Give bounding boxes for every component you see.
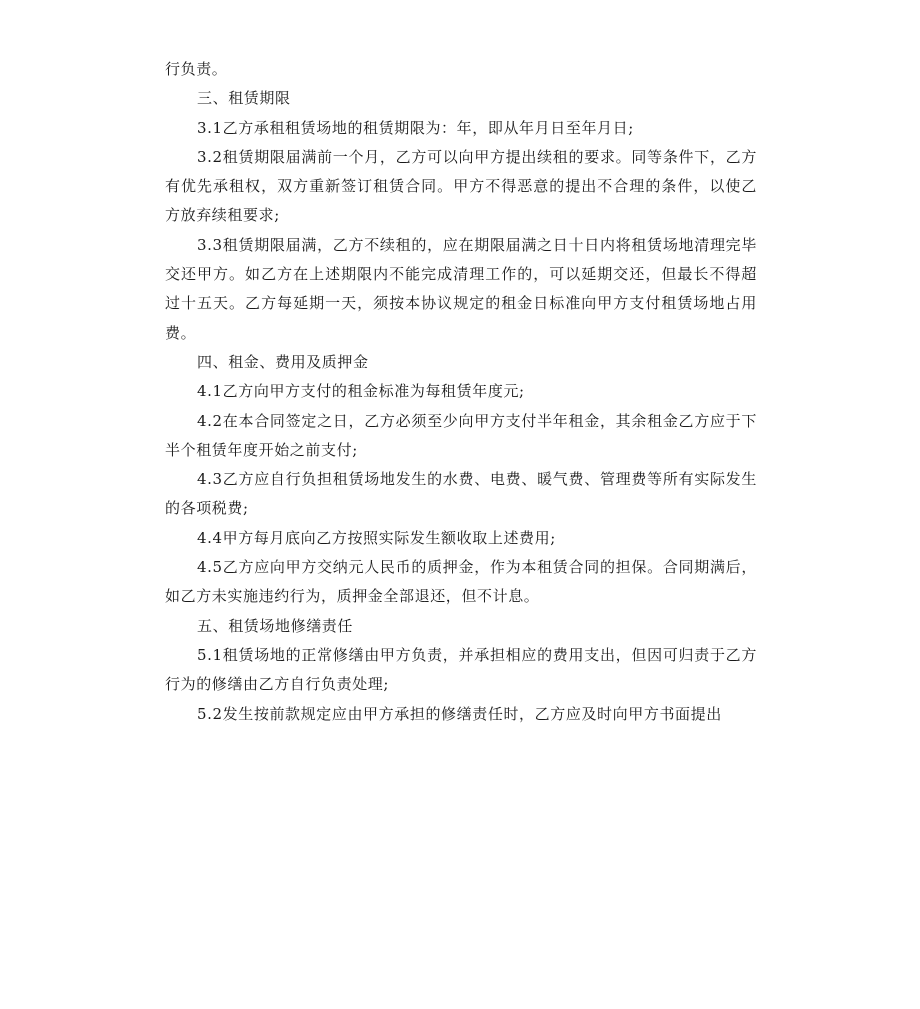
document-body bbox=[165, 55, 757, 729]
paragraph-continuation: 行负责。 bbox=[165, 60, 228, 78]
clause-4-4: 4.4甲方每月底向乙方按照实际发生额收取上述费用; bbox=[197, 528, 556, 547]
clause-4-1: 4.1乙方向甲方支付的租金标准为每租赁年度元; bbox=[197, 382, 525, 401]
clause-4-3: 4.3乙方应自行负担租赁场地发生的水费、电费、暖气费、管理费等所有实际发生的各项税费; bbox=[165, 470, 757, 518]
clause-4-2: 4.2在本合同签定之日，乙方必须至少向甲方支付半年租金，其余租金乙方应于下半个租赁年度开始之前支付; bbox=[165, 411, 757, 459]
section-heading-lease-term: 三、租赁期限 bbox=[197, 89, 291, 108]
section-heading-rent-fees-deposit: 四、租金、费用及质押金 bbox=[197, 352, 369, 371]
clause-5-2: 5.2发生按前款规定应由甲方承担的修缮责任时，乙方应及时向甲方书面提出 bbox=[197, 704, 722, 723]
clause-5-1: 5.1租赁场地的正常修缮由甲方负责，并承担相应的费用支出，但因可归责于乙方行为的修缮由乙方自行负责处理; bbox=[165, 645, 757, 694]
clause-3-1: 3.1乙方承租租赁场地的租赁期限为：年，即从年月日至年月日; bbox=[197, 118, 634, 137]
clause-4-5: 4.5乙方应向甲方交纳元人民币的质押金，作为本租赁合同的担保。合同期满后，如乙方未实施违约行为，质押金全部退还，但不计息。 bbox=[165, 558, 757, 606]
clause-3-3: 3.3租赁期限届满，乙方不续租的，应在期限届满之日十日内将租赁场地清理完毕交还甲方。如乙方在上述期限内不能完成清理工作的，可以延期交还，但最长不得超过十五天。乙方每延期一天，须按本协议规定的租金日标准向甲方支付租赁场地占用费。 bbox=[165, 235, 757, 342]
clause-3-2: 3.2租赁期限届满前一个月，乙方可以向甲方提出续租的要求。同等条件下，乙方有优先承租权，双方重新签订租赁合同。甲方不得恶意的提出不合理的条件，以使乙方放弃续租要求; bbox=[165, 147, 757, 225]
section-heading-repair-responsibility: 五、租赁场地修缮责任 bbox=[197, 616, 354, 635]
